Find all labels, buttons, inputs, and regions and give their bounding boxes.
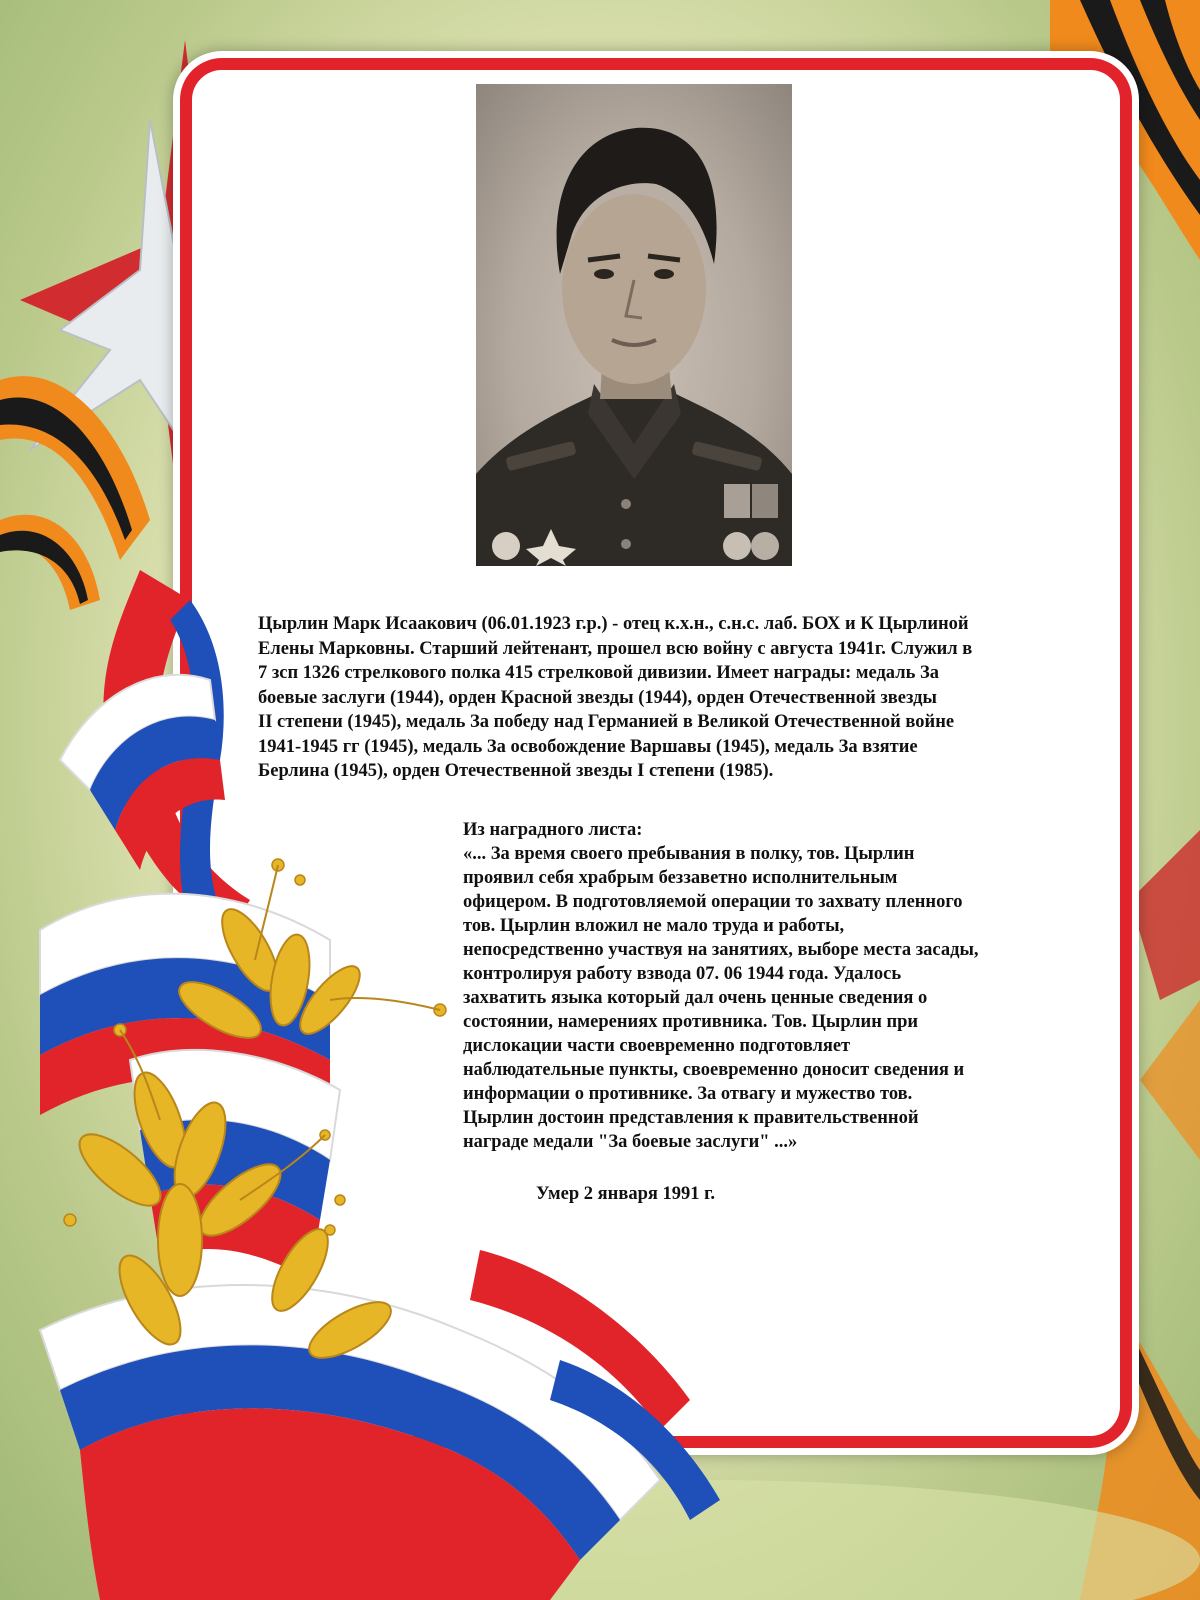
award-line: проявил себя храбрым беззаветно исполнительным (463, 868, 898, 888)
death-date: Умер 2 января 1991 г. (536, 1184, 716, 1204)
bio-line: Елены Марковны. Старший лейтенант, прошел всю войну с августа 1941г. Служил в (258, 638, 973, 659)
award-line: состоянии, намерениях противника. Тов. Цырлин при (463, 1012, 919, 1032)
award-line: тов. Цырлин вложил не мало труда и работы, (463, 916, 845, 936)
bio-line: 1941-1945 гг (1945), медаль За освобождение Варшавы (1945), медаль За взятие (258, 736, 918, 757)
medal-icon (492, 532, 520, 560)
right-star-icon (1130, 830, 1200, 1000)
award-line: дислокации части своевременно подготовляет (463, 1036, 851, 1056)
award-line: офицером. В подготовляемой операции то захвату пленного (463, 892, 963, 912)
award-line: наблюдательные пункты, своевременно доносит сведения и (463, 1060, 965, 1080)
bio-line: Цырлин Марк Исаакович (06.01.1923 г.р.) - отец к.х.н., с.н.с. лаб. БОХ и К Цырлиной (258, 614, 969, 634)
award-line: контролируя работу взвода 07. 06 1944 года. Удалось (463, 964, 902, 984)
award-line: «... За время своего пребывания в полку, тов. Цырлин (463, 844, 915, 864)
award-line: награде медали "За боевые заслуги" ...» (463, 1132, 798, 1152)
award-line: захватить языка который дал очень ценные сведения о (463, 988, 928, 1008)
biography-text (258, 612, 1088, 784)
portrait-icon (476, 84, 792, 566)
award-heading: Из наградного листа: (463, 820, 643, 840)
award-line: информации о противнике. За отвагу и мужество тов. (463, 1084, 913, 1104)
award-line: непосредственно участвуя на занятиях, выборе места засады, (463, 940, 979, 960)
award-sheet-quote (463, 818, 1073, 1154)
award-line: Цырлин достоин представления к правительственной (463, 1108, 919, 1128)
bio-line: боевые заслуги (1944), орден Красной звезды (1944), орден Отечественной звезды (258, 687, 937, 708)
bio-line: Берлина (1945), орден Отечественной звезды I степени (1985). (258, 761, 774, 781)
bio-line: 7 зсп 1326 стрелкового полка 415 стрелковой дивизии. Имеет награды: медаль За (258, 663, 940, 683)
bio-line: II степени (1945), медаль За победу над Германией в Великой Отечественной войне (258, 712, 955, 732)
portrait-photo (476, 84, 792, 566)
